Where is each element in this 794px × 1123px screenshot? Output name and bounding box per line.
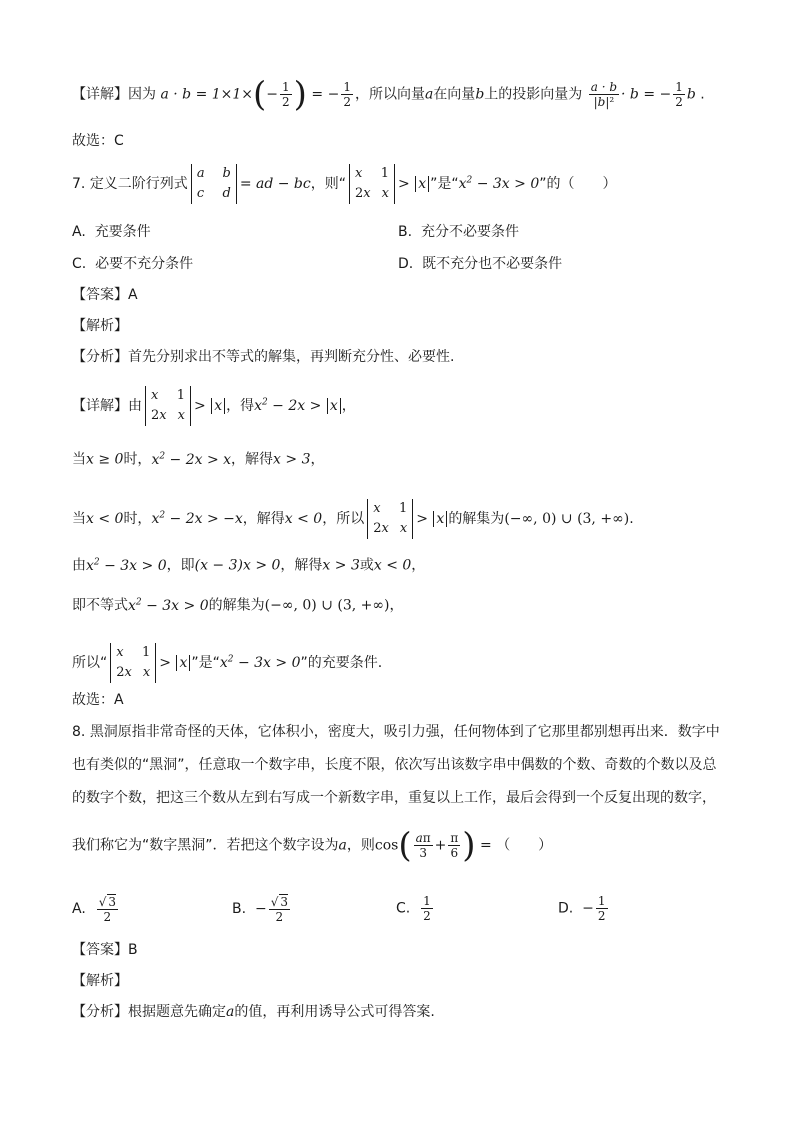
q8-line2: 也有类似的“黑洞”，任意取一个数字串，长度不限，依次写出该数字串中偶数的个数、奇数的个数以及总 — [72, 757, 717, 773]
q8-option-b: B. − $\frac{√ 3}{2}$ — [232, 895, 288, 924]
q7-option-c: C. 必要不充分条件 — [72, 256, 194, 272]
q8-option-a: A. $\frac{√ 3}{2}$ — [72, 895, 116, 924]
q7-fenxi: 【分析】首先分别求出不等式的解集，再判断充分性、必要性. — [72, 349, 455, 365]
q7-detail: 【详解】由 x 1 2x x > x ，得$x^2 - 2x > x$ ， — [72, 386, 356, 426]
q8-line3: 的数字个数，把这三个数从左到右写成一个新数字串，重复以上工作，最后会得到一个反复出现的数字， — [72, 790, 716, 806]
projection-fraction: $\frac{a \cdot b}{\text{|b|²}}$ — [590, 80, 618, 109]
q7-analysis-label: 【解析】 — [72, 318, 128, 334]
q8-line4: 我们称它为“数字黑洞”．若把这个数字设为a，则cos( $\frac{a\pi}{3}$ + $\frac{\pi}{6}$ ) = （ ） — [72, 825, 553, 866]
q7-option-a: A. 充要条件 — [72, 224, 151, 240]
q6-choose: 故选：C — [72, 133, 124, 149]
q7-solution-set: 即不等式$x^2 - 3x > 0$的解集为(−∞, 0) ∪ (3, +∞)， — [72, 597, 404, 614]
q7-option-b: B. 充分不必要条件 — [398, 224, 519, 240]
q7-conclusion: 所以“ x 1 2x x > x ”是“$x^2 - 3x > 0$”的充要条件. — [72, 643, 382, 683]
q8-option-d: D. − $\frac{1}{2}$ — [558, 894, 606, 923]
q7-solve: 由$x^2 - 3x > 0$，即(x − 3)x > 0，解得x > 3或x < 0， — [72, 557, 426, 574]
q8-fenxi: 【分析】根据题意先确定a的值，再利用诱导公式可得答案. — [72, 1004, 435, 1020]
q7-option-d: D. 既不充分也不必要条件 — [398, 256, 563, 272]
q8-option-c: C. $\frac{1}{2}$ — [396, 894, 431, 923]
determinant-definition: a b c d — [191, 164, 237, 204]
determinant-x: x 1 2x x — [349, 164, 395, 204]
q7-stem: 7. 定义二阶行列式 a b c d = ad − bc，则“ x 1 2x x > x ”是“$x^2 - 3x > 0$”的（ ） — [72, 164, 617, 204]
dot-product-expr: a · b = 1×1× — [160, 86, 254, 103]
q7-case-ge0: 当x ≥ 0时，$x^2 - 2x > x$，解得x > 3， — [72, 451, 325, 468]
q7-answer: 【答案】A — [72, 287, 138, 303]
q7-case-lt0: 当x < 0时，$x^2 - 2x > -x$，解得x < 0，所以 x 1 2x x > x 的解集为(−∞, 0) ∪ (3, +∞). — [72, 499, 634, 539]
q7-choose: 故选：A — [72, 692, 124, 708]
q8-analysis-label: 【解析】 — [72, 973, 128, 989]
q6-detail-line: 【详解】因为 a · b = 1×1×(− $\frac{1}{2}$ ) = − $\frac{1}{2}$ ，所以向量a在向量b上的投影向量为 $\frac{a \cdot b}{\text{|b|²}}$ · b = − $\frac{1}{2}$ b . — [72, 74, 705, 115]
q8-line1: 8. 黑洞原指非常奇怪的天体，它体积小，密度大，吸引力强，任何物体到了它那里都别想再出来．数字中 — [72, 724, 720, 740]
q8-answer: 【答案】B — [72, 942, 138, 958]
